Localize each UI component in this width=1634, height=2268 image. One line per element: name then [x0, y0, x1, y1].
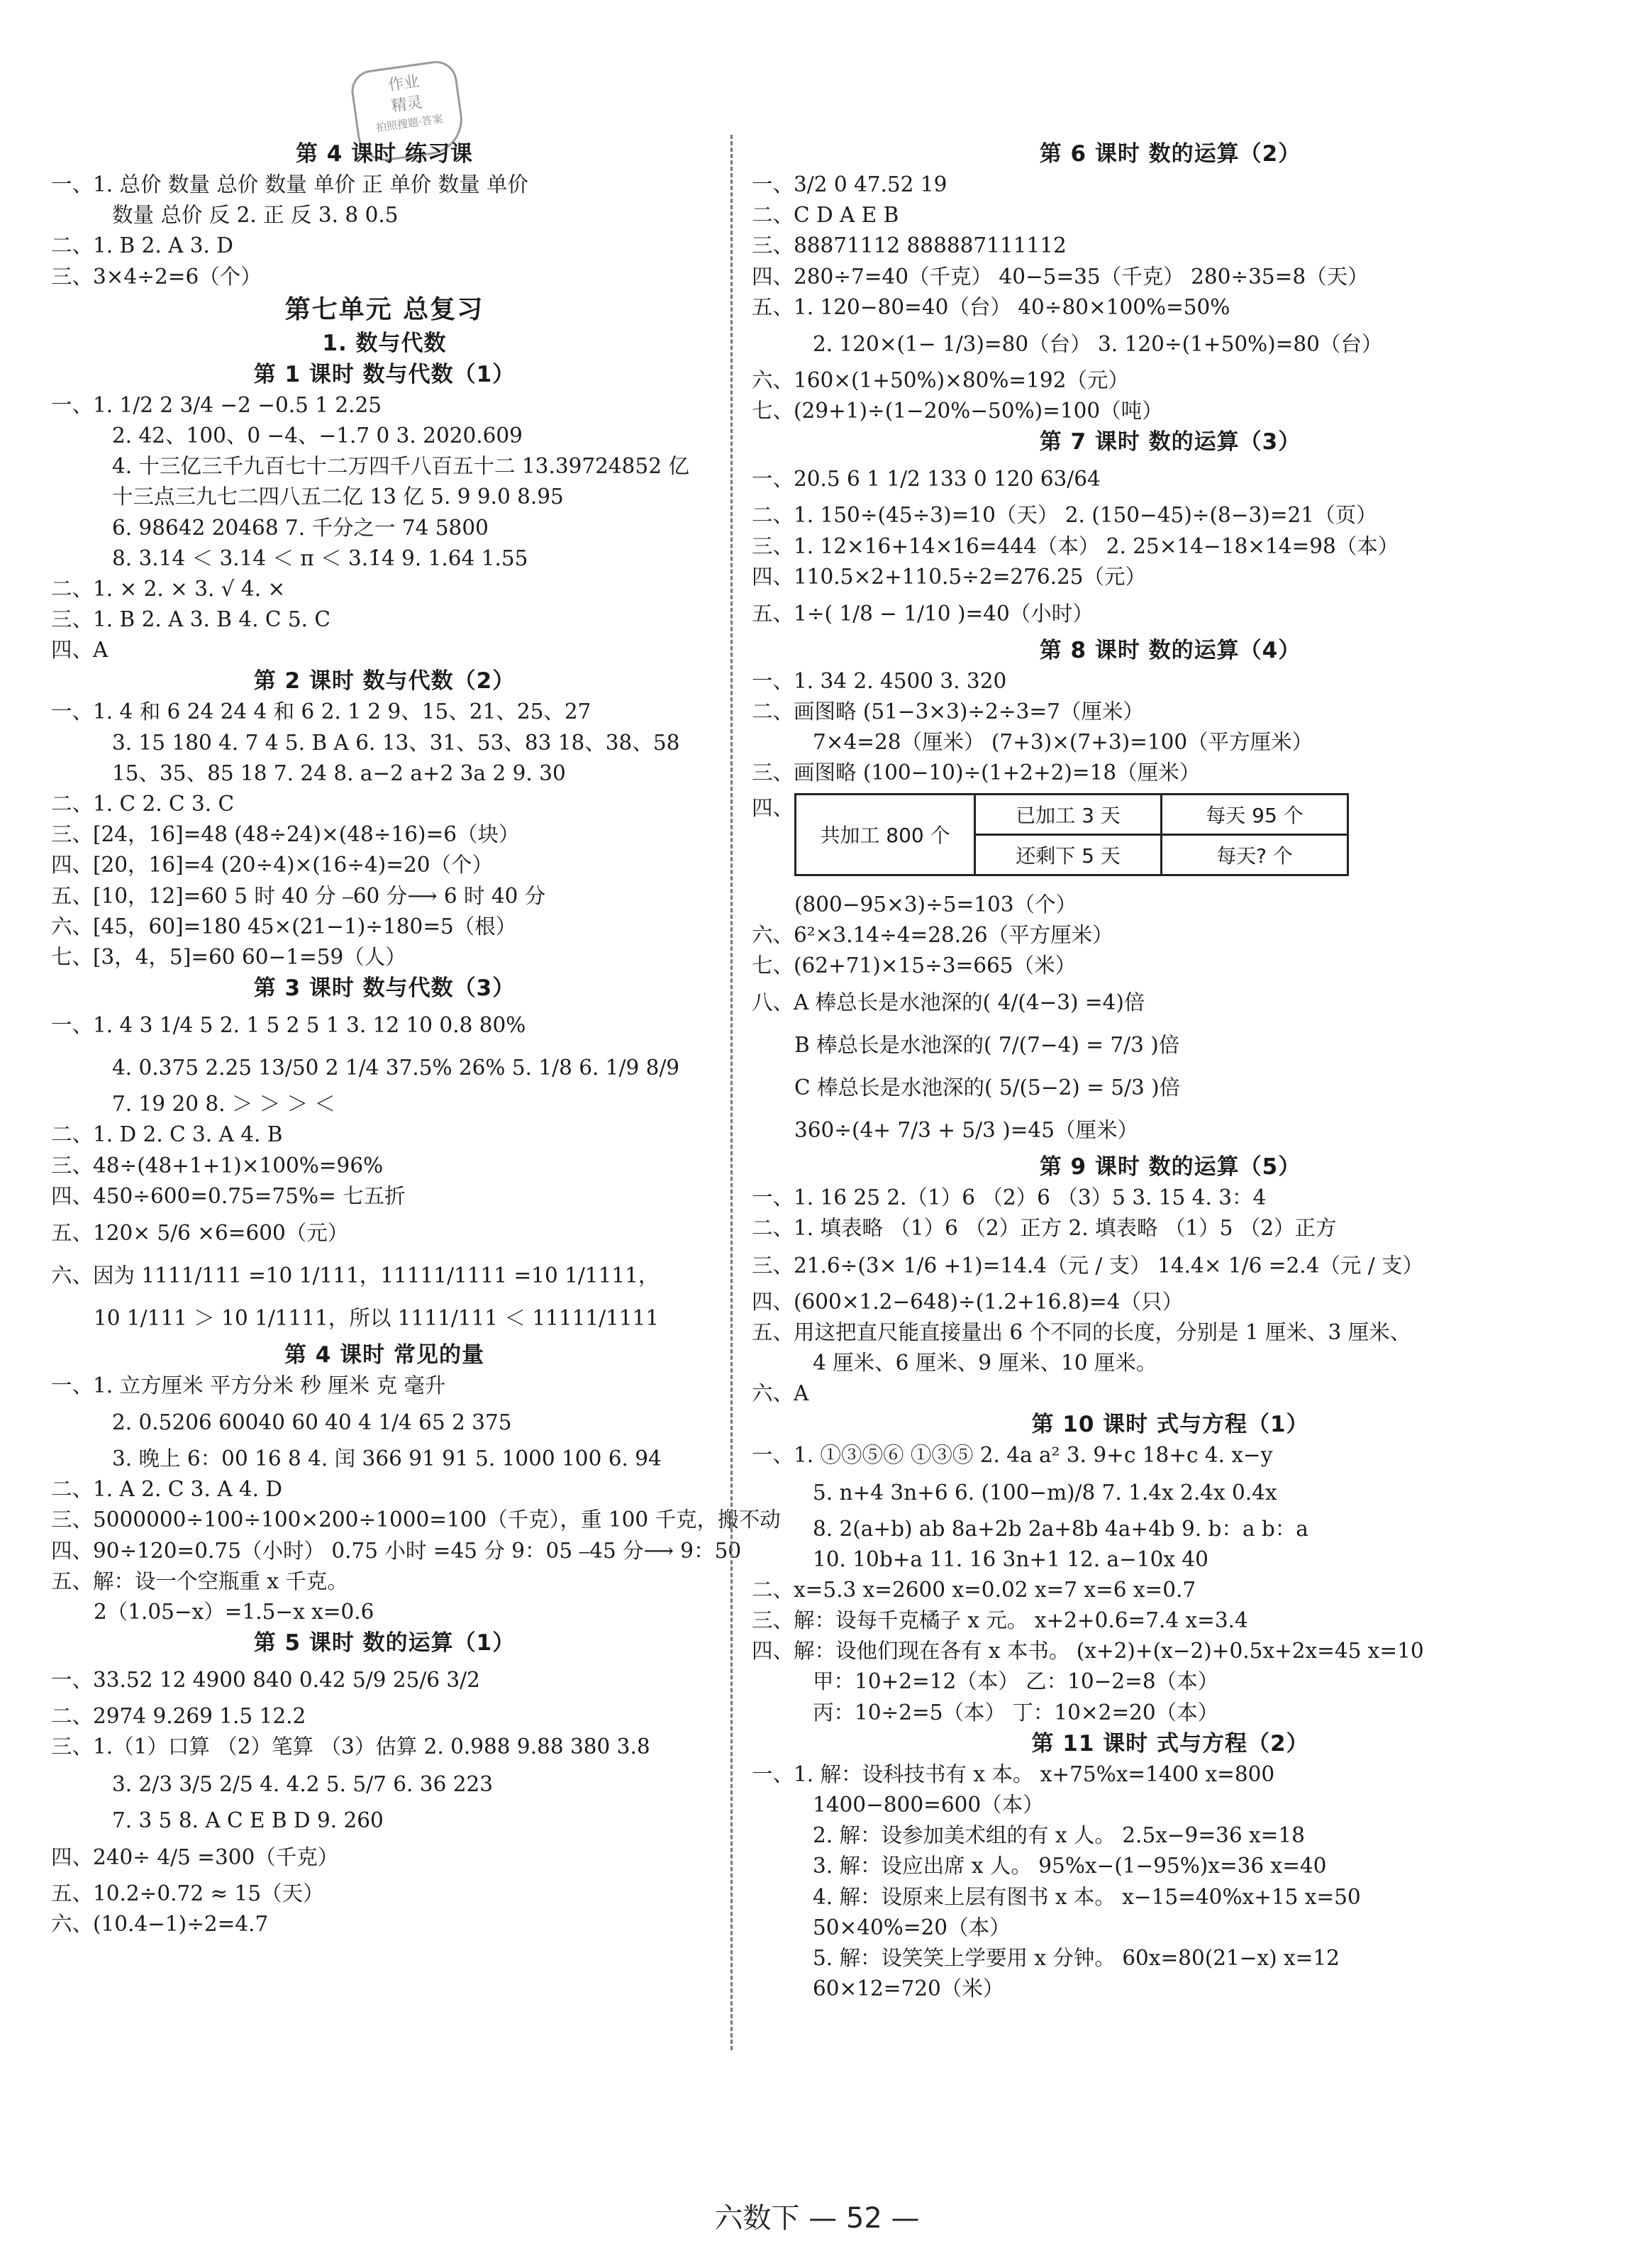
- answer-line: 六、A: [752, 1381, 809, 1406]
- answer-line: 360÷(4+ 7/3 + 5/3 )=45（厘米）: [794, 1118, 1138, 1143]
- section-title: 第 7 课时 数的运算（3）: [1039, 429, 1301, 455]
- answer-line: 六、(10.4−1)÷2=4.7: [51, 1911, 269, 1936]
- answer-line: 七、(29+1)÷(1−20%−50%)=100（吨）: [752, 399, 1163, 424]
- answer-line: 50×40%=20（本）: [813, 1915, 1011, 1940]
- answer-line: 三、3×4÷2=6（个）: [51, 264, 262, 289]
- answer-line: 8. 3.14 ＜ 3.14̇ ＜ π ＜ 3.1̇4̇ 9. 1.64 1.55: [112, 546, 528, 570]
- answer-line: 2. 42、100、0 −4、−1.7 0 3. 2020.609: [112, 423, 523, 448]
- answer-line: 2. 解：设参加美术组的有 x 人。 2.5x−9=36 x=18: [813, 1823, 1305, 1848]
- column-divider: [730, 135, 733, 2050]
- answer-line: 四、450÷600=0.75=75%= 七五折: [51, 1183, 406, 1208]
- answer-line: 六、[45，60]=180 45×(21−1)÷180=5（根）: [51, 914, 517, 939]
- answer-line: 2（1.05−x）=1.5−x x=0.6: [94, 1600, 374, 1624]
- answer-line: 六、160×(1+50%)×80%=192（元）: [752, 367, 1129, 392]
- answer-line: 五、1. 120−80=40（台） 40÷80×100%=50%: [752, 294, 1230, 319]
- right-column: [752, 138, 1589, 2004]
- answer-line: 一、1. 1/2 2 3/4 −2 −0.5 1 2.25: [51, 392, 382, 417]
- answer-line: 三、88871112 888887111112: [752, 233, 1067, 258]
- answer-line: 4. 十三亿三千九百七十二万四千八百五十二 13.39724852 亿: [112, 454, 689, 479]
- answer-line: 二、1. A 2. C 3. A 4. D: [51, 1477, 283, 1502]
- answer-line: 8. 2(a+b) ab 8a+2b 2a+8b 4a+4b 9. b：a b：a: [813, 1516, 1308, 1541]
- answer-line: 三、5000000÷100÷100×200÷1000=100（千克），重 100 千克，搬不动: [51, 1508, 781, 1532]
- answer-line: 四、90÷120=0.75（小时） 0.75 小时 =45 分 9：05 ⎯45 分⟶ 9：50: [51, 1538, 742, 1563]
- answer-line: 二、1. B 2. A 3. D: [51, 233, 233, 258]
- section-title: 第 4 课时 练习课: [296, 141, 473, 167]
- answer-line: 3. 解：设应出席 x 人。 95%x−(1−95%)x=36 x=40: [813, 1854, 1327, 1879]
- answer-line: 1400−800=600（本）: [813, 1793, 1044, 1817]
- answer-line: 二、2974 9.269 1.5 12.2: [51, 1704, 306, 1729]
- answer-line: 7. 3 5 8. A C E B D 9. 260: [112, 1808, 384, 1832]
- answer-line: 二、C D A E B: [752, 203, 899, 228]
- answer-line: 10 1/111 ＞ 10 1/1111，所以 1111/111 ＜ 11111/1111: [94, 1305, 660, 1330]
- page-footer: 六数下 — 52 —: [714, 2202, 920, 2235]
- answer-line: 丙：10÷2=5（本） 丁：10×2=20（本）: [813, 1700, 1219, 1725]
- answer-line: 4 厘米、6 厘米、9 厘米、10 厘米。: [813, 1350, 1157, 1375]
- answer-line: 四、280÷7=40（千克） 40−5=35（千克） 280÷35=8（天）: [752, 264, 1369, 289]
- answer-line: 15、35、85 18 7. 24 8. a−2 a+2 3a 2 9. 30: [112, 760, 566, 785]
- answer-line: 二、1. D 2. C 3. A 4. B: [51, 1122, 283, 1147]
- answer-line: 二、x=5.3 x=2600 x=0.02 x=7 x=6 x=0.7: [752, 1577, 1196, 1602]
- answer-line: 60×12=720（米）: [813, 1976, 1004, 2001]
- section-title: 1. 数与代数: [322, 330, 447, 356]
- table-cell: 每天 95 个: [1162, 794, 1348, 834]
- answer-line: 二、1. × 2. × 3. √ 4. ×: [51, 576, 286, 601]
- answer-line: 3. 2/3 3/5 2/5 4. 4.2 5. 5/7 6. 36 223: [112, 1771, 494, 1796]
- unit-title: 第七单元 总复习: [284, 294, 484, 324]
- answer-line: 一、1. 4 3 1/4 5 2. 1 5 2 5 1 3. 12 10 0.8 80%: [51, 1013, 526, 1038]
- answer-line: 七、(62+71)×15÷3=665（米）: [752, 953, 1077, 978]
- section-title: 第 9 课时 数的运算（5）: [1039, 1154, 1301, 1180]
- answer-line: 一、1. 立方厘米 平方分米 秒 厘米 克 毫升: [51, 1373, 446, 1398]
- section-title: 第 10 课时 式与方程（1）: [1031, 1412, 1309, 1438]
- answer-line: 二、1. C 2. C 3. C: [51, 792, 235, 816]
- work-table: [794, 793, 1349, 876]
- answer-line: 五、10.2÷0.72 ≈ 15（天）: [51, 1881, 324, 1905]
- answer-line: 三、1. B 2. A 3. B 4. C 5. C: [51, 607, 330, 632]
- answer-line: 六、因为 1111/111 =10 1/111，11111/1111 =10 1/1111，: [51, 1263, 660, 1288]
- answer-line: 四、110.5×2+110.5÷2=276.25（元）: [752, 564, 1147, 589]
- answer-line: 七、[3，4，5]=60 60−1=59（人）: [51, 944, 406, 969]
- answer-line: 三、画图略 (100−10)÷(1+2+2)=18（厘米）: [752, 760, 1201, 785]
- answer-line: 一、33.52 12 4900 840 0.42 5/9 25/6 3/2: [51, 1668, 480, 1693]
- section-title: 第 1 课时 数与代数（1）: [253, 361, 516, 387]
- section-title: 第 4 课时 常见的量: [284, 1342, 484, 1368]
- answer-line: 甲：10+2=12（本） 乙：10−2=8（本）: [813, 1669, 1219, 1694]
- answer-line: 六、6²×3.14÷4=28.26（平方厘米）: [752, 922, 1113, 947]
- answer-line: 10. 10b+a 11. 16 3n+1 12. a−10x 40: [813, 1547, 1208, 1571]
- answer-line: 一、1. 16 25 2.（1）6 （2）6 （3）5 3. 15 4. 3：4: [752, 1185, 1267, 1210]
- stamp-line: 拍照搜题·答案: [375, 112, 444, 135]
- answer-line: (800−95×3)÷5=103（个）: [794, 892, 1077, 917]
- question-number: 四、: [752, 795, 794, 820]
- answer-line: 二、1. 150÷(45÷3)=10（天） 2. (150−45)÷(8−3)=21（页）: [752, 503, 1377, 528]
- answer-line: 四、(600×1.2−648)÷(1.2+16.8)=4（只）: [752, 1289, 1184, 1314]
- answer-line: 2. 0.5206 60040 60 40 4 1/4 65 2 375: [112, 1410, 512, 1435]
- answer-line: 二、1. 填表略 （1）6 （2）正方 2. 填表略 （1）5 （2）正方: [752, 1216, 1337, 1241]
- table-cell: 还剩下 5 天: [975, 834, 1162, 875]
- answer-line: 数量 总价 反 2. 正 反 3. 8 0.5: [112, 203, 399, 228]
- answer-line: 7×4=28（厘米） (7+3)×(7+3)=100（平方厘米）: [813, 730, 1313, 755]
- answer-line: 四、240÷ 4/5 =300（千克）: [51, 1844, 339, 1869]
- answer-line: 八、A 棒总长是水池深的( 4/(4−3) =4)倍: [752, 990, 1145, 1015]
- answer-line: 五、[10，12]=60 5 时 40 分 ⎯60 分⟶ 6 时 40 分: [51, 883, 546, 908]
- answer-line: 一、1. 4 和 6 24 24 4 和 6 2. 1 2 9、15、21、25、27: [51, 699, 591, 724]
- answer-line: 一、1. ①③⑤⑥ ①③⑤ 2. 4a a² 3. 9+c 18+c 4. x−y: [752, 1443, 1273, 1468]
- answer-diagram: [752, 793, 1589, 885]
- answer-line: 三、1. 12×16+14×16=444（本） 2. 25×14−18×14=98（本）: [752, 533, 1399, 558]
- answer-line: 5. 解：设笑笑上学要用 x 分钟。 60x=80(21−x) x=12: [813, 1945, 1340, 1970]
- answer-line: 三、48÷(48+1+1)×100%=96%: [51, 1153, 384, 1178]
- answer-line: 三、解：设每千克橘子 x 元。 x+2+0.6=7.4 x=3.4: [752, 1608, 1248, 1633]
- answer-line: 四、A: [51, 638, 109, 663]
- section-title: 第 6 课时 数的运算（2）: [1039, 141, 1301, 167]
- section-title: 第 3 课时 数与代数（3）: [253, 975, 516, 1002]
- answer-line: 五、解：设一个空瓶重 x 千克。: [51, 1569, 348, 1593]
- table-cell: 每天? 个: [1162, 834, 1348, 875]
- answer-line: 四、[20，16]=4 (20÷4)×(16÷4)=20（个）: [51, 853, 494, 878]
- answer-line: 3. 15 180 4. 7 4 5. B A 6. 13、31、53、83 18、38、58: [112, 730, 680, 755]
- section-title: 第 11 课时 式与方程（2）: [1031, 1730, 1309, 1757]
- stamp-line: 作业: [387, 72, 421, 95]
- section-title: 第 5 课时 数的运算（1）: [253, 1630, 516, 1656]
- answer-line: C 棒总长是水池深的( 5/(5−2) = 5/3 )倍: [794, 1075, 1181, 1100]
- answer-line: 四、解：设他们现在各有 x 本书。 (x+2)+(x−2)+0.5x+2x=45 x=10: [752, 1639, 1424, 1664]
- answer-line: 二、画图略 (51−3×3)÷2÷3=7（厘米）: [752, 699, 1144, 724]
- answer-line: 4. 解：设原来上层有图书 x 本。 x−15=40%x+15 x=50: [813, 1884, 1361, 1909]
- answer-line: 4. 0.375 2.25 13/50 2 1/4 37.5% 26% 5. 1/8 6. 1/9 8/9: [112, 1056, 680, 1080]
- answer-line: 6. 98642 20468 7. 千分之一 74 5800: [112, 515, 489, 540]
- stamp-line: 精灵: [390, 94, 424, 116]
- answer-line: 一、1. 总价 数量 总价 数量 单价 正 单价 数量 单价: [51, 172, 529, 197]
- answer-line: 三、1.（1）口算 （2）笔算 （3）估算 2. 0.988 9.88 380 3.8: [51, 1735, 650, 1759]
- answer-line: 五、用这把直尺能直接量出 6 个不同的长度，分别是 1 厘米、3 厘米、: [752, 1320, 1411, 1344]
- answer-line: 一、1. 解：设科技书有 x 本。 x+75%x=1400 x=800: [752, 1761, 1275, 1786]
- answer-line: 一、20.5 6 1 1/2 133 0 120 63/64: [752, 467, 1101, 492]
- answer-line: 五、120× 5/6 ×6=600（元）: [51, 1220, 349, 1245]
- answer-line: 三、[24，16]=48 (48÷24)×(48÷16)=6（块）: [51, 822, 520, 847]
- answer-line: B 棒总长是水池深的( 7/(7−4) = 7/3 )倍: [794, 1033, 1180, 1058]
- answer-line: 十三点三九七二四八五二亿 13 亿 5. 9 9.0 8.95: [112, 485, 564, 509]
- answer-line: 五、1÷( 1/8 − 1/10 )=40（小时）: [752, 601, 1094, 626]
- section-title: 第 2 课时 数与代数（2）: [253, 668, 516, 695]
- answer-line: 一、3/2 0 47.52 19: [752, 172, 947, 197]
- answer-line: 5. n+4 3n+6 6. (100−m)/8 7. 1.4x 2.4x 0.4x: [813, 1480, 1277, 1505]
- answer-line: 7. 19 20 8. ＞ ＞ ＞ ＜: [112, 1092, 336, 1117]
- answer-line: 三、21.6÷(3× 1/6 +1)=14.4（元 / 支） 14.4× 1/6 =2.4（元 / 支）: [752, 1253, 1424, 1278]
- table-cell: 已加工 3 天: [975, 794, 1162, 834]
- answer-line: 2. 120×(1− 1/3)=80（台） 3. 120÷(1+50%)=80（台）: [813, 331, 1383, 356]
- table-cell: 共加工 800 个: [796, 794, 975, 875]
- answer-line: 3. 晚上 6：00 16 8 4. 闰 366 91 91 5. 1000 100 6. 94: [112, 1446, 662, 1471]
- answer-line: 一、1. 34 2. 4500 3. 320: [752, 668, 1007, 693]
- section-title: 第 8 课时 数的运算（4）: [1039, 637, 1301, 663]
